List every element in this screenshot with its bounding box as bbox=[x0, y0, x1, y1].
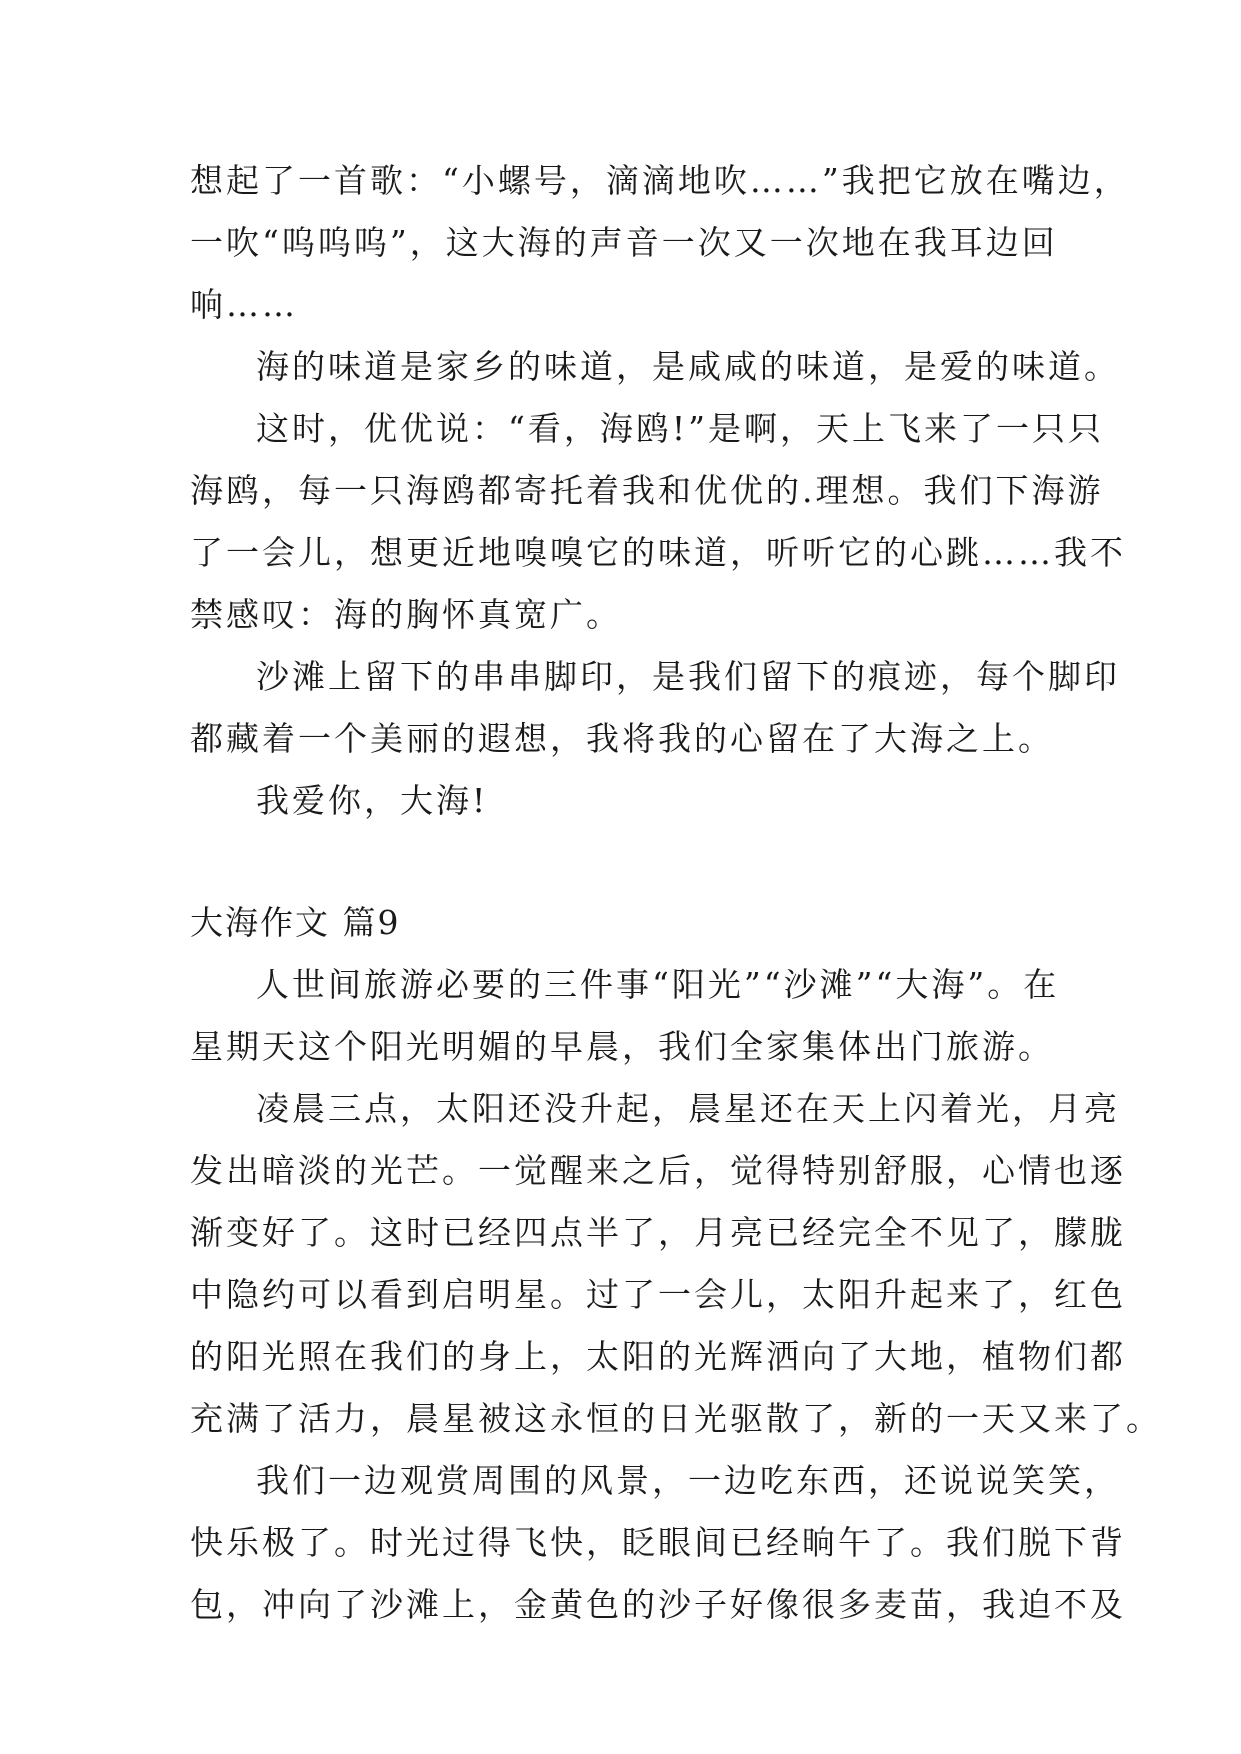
text-line: 海的味道是家乡的味道，是咸咸的味道，是爱的味道。 bbox=[256, 347, 1120, 386]
section-gap bbox=[190, 832, 1060, 892]
text-line: 响…… bbox=[190, 285, 298, 324]
text-line: 凌晨三点，太阳还没升起，晨星还在天上闪着光，月亮 bbox=[256, 1089, 1120, 1128]
paragraph bbox=[190, 398, 1126, 646]
text-line: 星期天这个阳光明媚的早晨，我们全家集体出门旅游。 bbox=[190, 1027, 1054, 1066]
paragraph bbox=[190, 646, 1120, 770]
text-line: 一吹“呜呜呜”，这大海的声音一次又一次地在我耳边回 bbox=[190, 223, 1058, 262]
paragraph bbox=[190, 336, 1120, 398]
paragraph bbox=[190, 1450, 1126, 1636]
text-line: 人世间旅游必要的三件事“阳光”“沙滩”“大海”。在 bbox=[256, 965, 1060, 1004]
document-page bbox=[190, 150, 1162, 1636]
text-line: 的阳光照在我们的身上，太阳的光辉洒向了大地，植物们都 bbox=[190, 1337, 1126, 1376]
text-line: 渐变好了。这时已经四点半了，月亮已经完全不见了，朦胧 bbox=[190, 1213, 1126, 1252]
text-line: 禁感叹：海的胸怀真宽广。 bbox=[190, 595, 622, 634]
paragraph bbox=[190, 1078, 1162, 1450]
paragraph bbox=[190, 954, 1060, 1078]
text-line: 都藏着一个美丽的遐想，我将我的心留在了大海之上。 bbox=[190, 719, 1054, 758]
text-line: 了一会儿，想更近地嗅嗅它的味道，听听它的心跳……我不 bbox=[190, 533, 1126, 572]
paragraph bbox=[190, 150, 1130, 336]
text-line: 我们一边观赏周围的风景，一边吃东西，还说说笑笑， bbox=[256, 1461, 1120, 1500]
text-line: 快乐极了。时光过得飞快，眨眼间已经晌午了。我们脱下背 bbox=[190, 1523, 1126, 1562]
text-line: 充满了活力，晨星被这永恒的日光驱散了，新的一天又来了。 bbox=[190, 1399, 1162, 1438]
text-line: 中隐约可以看到启明星。过了一会儿，太阳升起来了，红色 bbox=[190, 1275, 1126, 1314]
paragraph bbox=[190, 770, 1060, 832]
section-heading: 大海作文 篇9 bbox=[190, 903, 401, 942]
text-line: 沙滩上留下的串串脚印，是我们留下的痕迹，每个脚印 bbox=[256, 657, 1120, 696]
text-line: 包，冲向了沙滩上，金黄色的沙子好像很多麦苗，我迫不及 bbox=[190, 1585, 1126, 1624]
text-line: 海鸥，每一只海鸥都寄托着我和优优的.理想。我们下海游 bbox=[190, 471, 1104, 510]
text-line: 这时，优优说：“看，海鸥!”是啊，天上飞来了一只只 bbox=[256, 409, 1105, 448]
text-line: 我爱你，大海! bbox=[256, 781, 489, 820]
text-line: 想起了一首歌：“小螺号，滴滴地吹……”我把它放在嘴边， bbox=[190, 161, 1130, 200]
text-line: 发出暗淡的光芒。一觉醒来之后，觉得特别舒服，心情也逐 bbox=[190, 1151, 1126, 1190]
